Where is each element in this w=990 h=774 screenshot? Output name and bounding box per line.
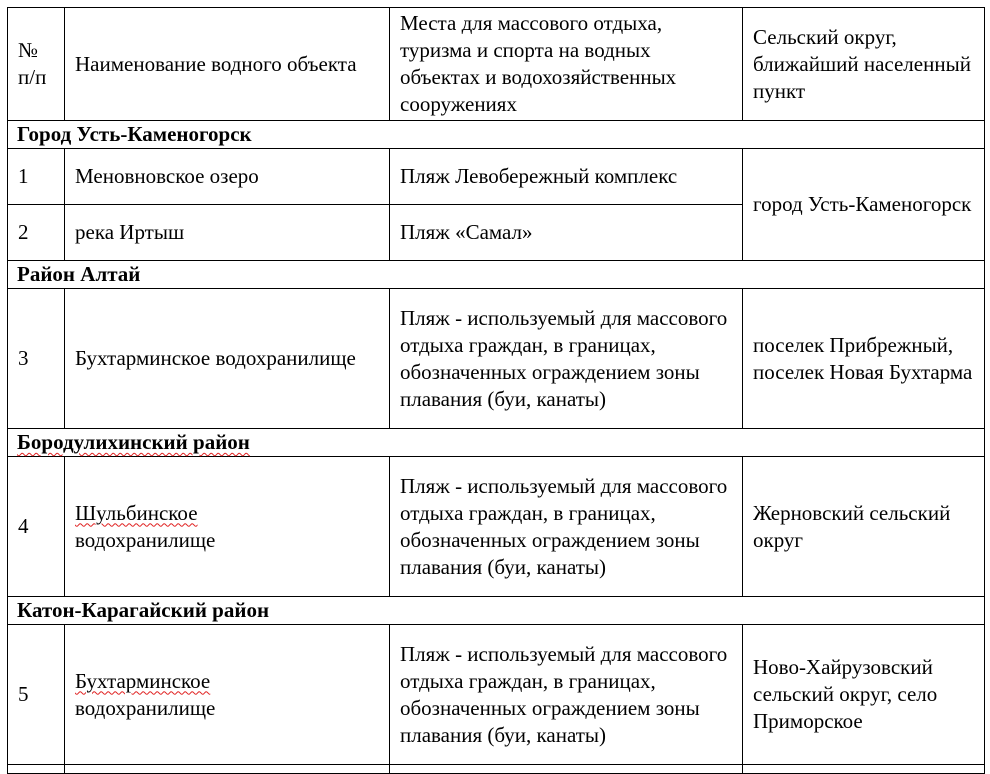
row-num: 1 [8, 149, 65, 205]
section-title-text: Бородулихинский район [17, 430, 250, 454]
row-place: Пляж - используемый для массового отдыха граждан, в границах, обозначенных ограждением зоны плавания (буи, канаты) [390, 289, 743, 429]
section-row [8, 261, 985, 289]
row-district: Жерновский сельский округ [743, 457, 985, 597]
row-cell [8, 765, 65, 774]
table-row [8, 289, 985, 429]
row-num: 5 [8, 625, 65, 765]
row-num: 2 [8, 205, 65, 261]
document-page [7, 7, 984, 774]
header-num: № п/п [8, 8, 65, 121]
section-row [8, 597, 985, 625]
row-cell [743, 765, 985, 774]
section-title-altai: Район Алтай [8, 261, 985, 289]
row-name-part: водохранилище [75, 527, 216, 552]
row-place: Пляж - используемый для массового отдыха граждан, в границах, обозначенных ограждением зоны плавания (буи, канаты) [390, 457, 743, 597]
row-name: Бухтарминское водохранилище [65, 289, 390, 429]
table-row-cutoff [8, 765, 985, 774]
row-name [65, 625, 390, 765]
table-row [8, 625, 985, 765]
header-district: Сельский округ, ближайший населенный пункт [743, 8, 985, 121]
row-name-part: водохранилище [75, 695, 216, 720]
row-district: Ново-Хайрузовский сельский округ, село Приморское [743, 625, 985, 765]
section-row [8, 121, 985, 149]
row-place: Пляж «Самал» [390, 205, 743, 261]
header-places: Места для массового отдыха, туризма и спорта на водных объектах и водохозяйственных сооружениях [390, 8, 743, 121]
section-title-borodulikha [8, 429, 985, 457]
table-header-row [8, 8, 985, 121]
row-name-part: Шульбинское [75, 500, 198, 525]
table-row [8, 457, 985, 597]
section-row [8, 429, 985, 457]
row-num: 3 [8, 289, 65, 429]
row-district: город Усть-Каменогорск [743, 149, 985, 261]
water-bodies-table [7, 7, 985, 774]
section-title-city: Город Усть-Каменогорск [8, 121, 985, 149]
table-row [8, 149, 985, 205]
row-cell [390, 765, 743, 774]
row-name: Меновновское озеро [65, 149, 390, 205]
row-place: Пляж Левобережный комплекс [390, 149, 743, 205]
row-name [65, 457, 390, 597]
row-cell [65, 765, 390, 774]
row-district: поселек Прибрежный, поселек Новая Бухтарма [743, 289, 985, 429]
section-title-katon: Катон-Карагайский район [8, 597, 985, 625]
header-name: Наименование водного объекта [65, 8, 390, 121]
row-place: Пляж - используемый для массового отдыха граждан, в границах, обозначенных ограждением зоны плавания (буи, канаты) [390, 625, 743, 765]
row-num: 4 [8, 457, 65, 597]
row-name-part: Бухтарминское [75, 668, 211, 693]
row-name: река Иртыш [65, 205, 390, 261]
